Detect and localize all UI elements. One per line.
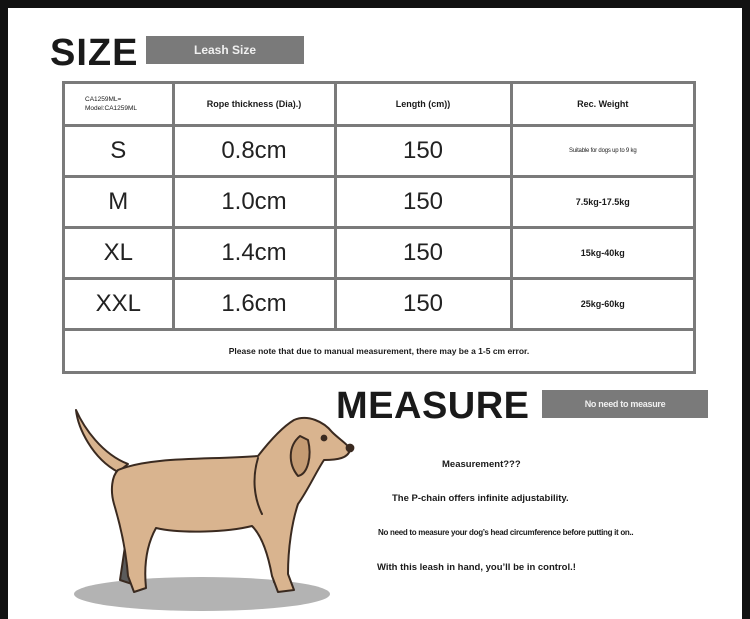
thickness-cell: 1.6cm [173, 279, 335, 330]
length-cell: 150 [335, 126, 511, 177]
dog-illustration [62, 398, 362, 613]
length-cell: 150 [335, 279, 511, 330]
table-row [65, 228, 693, 279]
weight-cell: 7.5kg-17.5kg [511, 177, 693, 228]
thickness-cell: 1.0cm [173, 177, 335, 228]
thickness-cell: 1.4cm [173, 228, 335, 279]
table-header-row [65, 84, 693, 126]
weight-cell: 15kg-40kg [511, 228, 693, 279]
dog-ear [291, 436, 310, 476]
thickness-cell: 0.8cm [173, 126, 335, 177]
no-need-to-measure-tag: No need to measure [542, 390, 708, 418]
model-line-2: Model:CA1259ML [85, 105, 138, 112]
no-measure-text: No need to measure your dog’s head circumference before putting it on.. [378, 528, 634, 537]
size-cell: XL [65, 228, 173, 279]
size-table [62, 81, 696, 374]
weight-cell: 25kg-60kg [511, 279, 693, 330]
dog-tail [76, 410, 128, 472]
size-cell: M [65, 177, 173, 228]
length-header: Length (cm)) [335, 84, 511, 126]
note-row [65, 330, 693, 372]
dog-nose [347, 445, 354, 452]
measure-heading: MEASURE [336, 385, 530, 427]
adjustability-text: The P-chain offers infinite adjustability. [392, 493, 569, 504]
length-cell: 150 [335, 228, 511, 279]
product-info-page [8, 8, 742, 619]
table-row [65, 177, 693, 228]
table-row [65, 279, 693, 330]
leash-size-tag: Leash Size [146, 36, 304, 64]
dog-body [112, 418, 350, 592]
control-text: With this leash in hand, you’ll be in control.! [377, 562, 576, 573]
weight-header: Rec. Weight [511, 84, 693, 126]
dog-eye [322, 436, 327, 441]
size-cell: XXL [65, 279, 173, 330]
weight-cell: Suitable for dogs up to 9 kg [511, 126, 693, 177]
model-header [65, 84, 173, 126]
length-cell: 150 [335, 177, 511, 228]
measurement-note: Please note that due to manual measurement, there may be a 1-5 cm error. [65, 330, 693, 372]
table-row [65, 126, 693, 177]
measurement-question: Measurement??? [442, 459, 521, 470]
size-cell: S [65, 126, 173, 177]
thickness-header: Rope thickness (Dia).) [173, 84, 335, 126]
size-heading: SIZE [50, 32, 139, 74]
model-line-1: CA1259ML= [85, 96, 122, 103]
